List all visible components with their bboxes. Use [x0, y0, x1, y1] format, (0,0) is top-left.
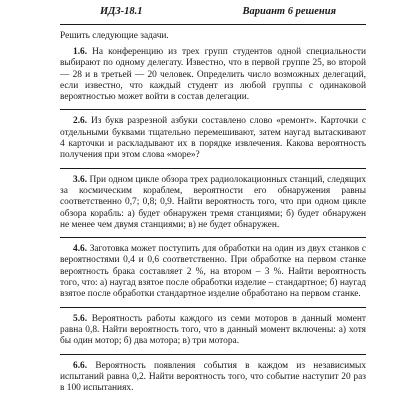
task-separator — [60, 168, 366, 169]
task-3 — [60, 175, 366, 231]
task-number: 5.6. — [73, 313, 88, 324]
task-number: 4.6. — [73, 244, 88, 255]
task-separator — [60, 307, 366, 308]
intro-text: Решить следующие задачи. — [60, 31, 169, 41]
task-5 — [60, 314, 366, 348]
task-text: Вероятность работы каждого из семи моторов в данный момент равна 0,8. Найти вероятность того, что в данный момент включены: а) хотя бы один мотор; б) два мотора; в) три мотора. — [60, 313, 366, 347]
task-separator — [60, 237, 366, 238]
task-4 — [60, 244, 366, 300]
task-number: 1.6. — [73, 47, 88, 57]
task-number: 2.6. — [73, 116, 88, 127]
task-2 — [60, 116, 366, 161]
header-left: ИДЗ-18.1 — [100, 6, 143, 17]
task-text: На конференцию из трех групп студентов одной специальности выбирают по одному делегату. Известно, что в первой группе 25, во второй — 28 и в третьей — 20 человек. Определить число возможных делегаций, если известно, что каждый студент из любой группы с одинаковой вероятностью может войти в состав делегации. — [60, 47, 367, 103]
task-separator — [60, 109, 366, 110]
task-1 — [60, 47, 366, 103]
task-number: 6.6. — [73, 360, 88, 371]
task-6 — [60, 361, 366, 395]
header-right: Вариант 6 решения — [242, 6, 336, 17]
task-text: Из букв разрезной азбуки составлено слово «ремонт». Карточки с отдельными буквами тщательно перемешивают, затем наугад вытаскивают 4 карточки и раскладывают их в порядке извлечения. Какова вероятность получения при этом слова «море»? — [60, 116, 367, 161]
task-separator — [60, 354, 366, 355]
task-text: Заготовка может поступить для обработки на один из двух станков с вероятностями 0,4 и 0,6 соответственно. При обработке на первом станке вероятность брака составляет 2 %, на втором – 3 %. Найти вероятность того, что: а) наугад взятое после обработки изделие – стандартное; б) наугад взятое после обработки стандартное изделие обработано на первом станке. — [60, 244, 367, 300]
task-text: При одном цикле обзора трех радиолокационных станций, следящих за космическим кораблем, вероятности его обнаружения равны соответственно 0,7; 0,8; 0,9. Найти вероятность того, что при одном цикле обзора корабль: а) будет обнаружен тремя станциями; б) будет обнаружен не менее чем двумя станциями; в) не будет обнаружен. — [60, 174, 367, 230]
task-text: Вероятность появления события в каждом из независимых испытаний равна 0,2. Найти вероятность того, что событие наступит 20 раз в 100 испытаниях. — [60, 360, 367, 394]
task-number: 3.6. — [73, 174, 88, 185]
page-header — [100, 6, 336, 18]
header-rule — [60, 24, 366, 25]
document-page — [60, 6, 366, 400]
